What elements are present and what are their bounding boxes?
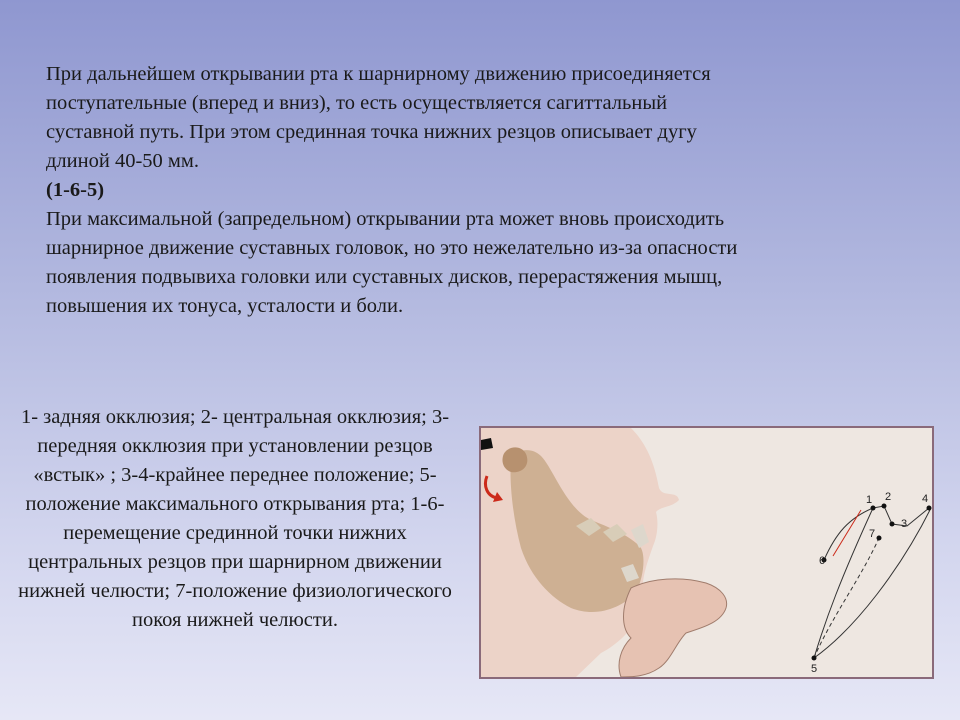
condyle bbox=[502, 447, 527, 472]
paragraph-2: При максимальной (запредельном) открывании рта может вновь происходить шарнирное движение суставных головок, но это нежелательно из-за опасности появления подвывиха головки или суставных дисков, перерастяжения мышц, повышения их тонуса, усталости и боли. bbox=[46, 208, 738, 317]
point-label-2: 2 bbox=[885, 491, 892, 503]
figure-caption: 1- задняя окклюзия; 2- центральная окклюзия; 3-передняя окклюзия при установлении резцов «встык» ; 3-4-крайнее переднее положение; 5-положение максимального открывания рта; 1-6- перемещение срединной точки нижних центральных резцов при шарнирном движении нижней челюсти; 7-положение физиологического покоя нижней челюсти. bbox=[18, 406, 452, 631]
jaw-movement-illustration bbox=[479, 426, 934, 679]
point-label-5: 5 bbox=[811, 663, 818, 675]
point-label-3: 3 bbox=[901, 518, 908, 530]
main-text bbox=[46, 60, 746, 321]
point-label-6: 6 bbox=[819, 555, 826, 567]
point-label-7: 7 bbox=[869, 528, 876, 540]
paragraph-1: При дальнейшем открывании рта к шарнирному движению присоединяется поступательные (вперед и вниз), то есть осуществляется сагиттальный суставной путь. При этом срединная точка нижних резцов описывает дугу длиной 40-50 мм. bbox=[46, 63, 711, 172]
point-label-4: 4 bbox=[922, 493, 929, 505]
point-label-1: 1 bbox=[866, 494, 873, 506]
reference-code: (1-6-5) bbox=[46, 179, 105, 201]
marker-icon bbox=[481, 438, 493, 450]
jaw-illustration-svg bbox=[481, 428, 932, 677]
